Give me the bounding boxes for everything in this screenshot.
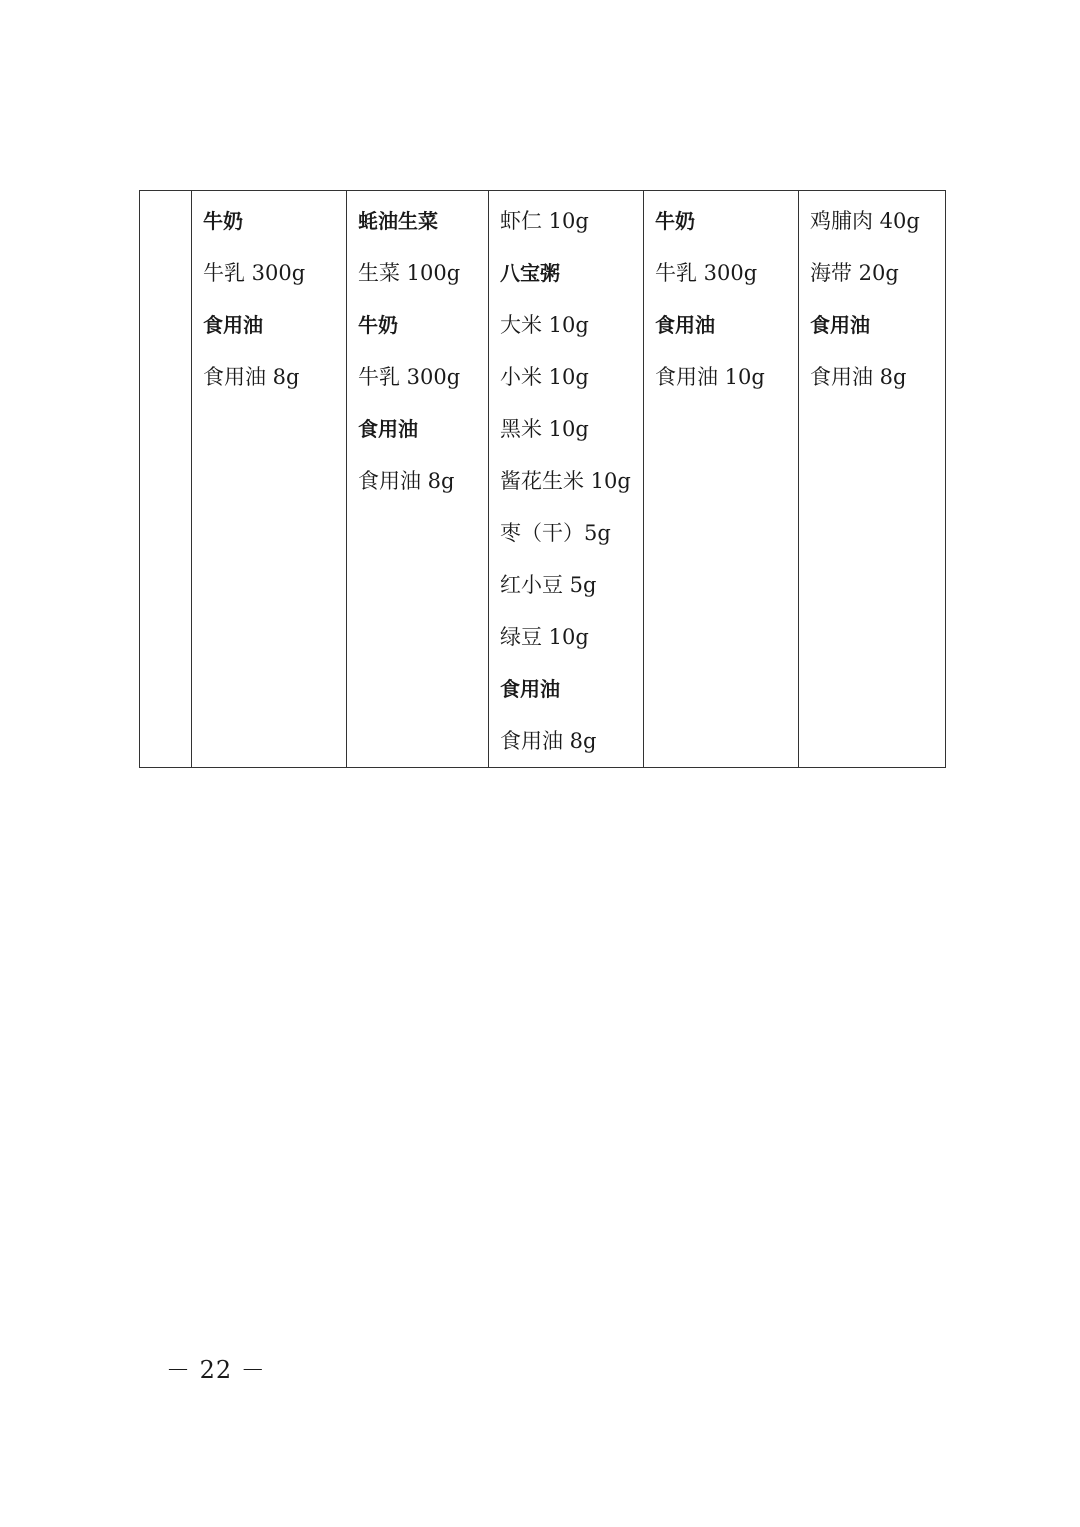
ingredient-line: 牛乳 300g [358, 365, 461, 389]
ingredient-line: 食用油 8g [203, 365, 300, 389]
dish-name: 食用油 [203, 313, 263, 337]
ingredient-line: 黑米 10g [500, 417, 589, 441]
ingredient-line: 大米 10g [500, 313, 589, 337]
table-cell-day [140, 191, 192, 768]
table-row [140, 191, 946, 768]
cell-lines [140, 191, 191, 195]
cell-lines [644, 191, 798, 403]
ingredient-line: 食用油 10g [655, 365, 765, 389]
ingredient-line: 生菜 100g [358, 261, 461, 285]
dish-name: 食用油 [358, 417, 418, 441]
ingredient-line: 牛乳 300g [655, 261, 758, 285]
cell-lines [489, 191, 643, 767]
dish-name: 牛奶 [358, 313, 398, 337]
ingredient-line: 食用油 8g [500, 729, 597, 753]
dish-name: 食用油 [655, 313, 715, 337]
dish-name: 食用油 [810, 313, 870, 337]
table-cell-meal-3 [489, 191, 644, 768]
page-number: － 22 － [166, 1356, 266, 1384]
dish-name: 牛奶 [655, 209, 695, 233]
ingredient-line: 虾仁 10g [500, 209, 589, 233]
dish-name: 食用油 [500, 677, 560, 701]
menu-table [139, 190, 946, 768]
table-cell-meal-5 [799, 191, 946, 768]
ingredient-line: 食用油 8g [810, 365, 907, 389]
dish-name: 牛奶 [203, 209, 243, 233]
dish-name: 八宝粥 [500, 261, 560, 285]
ingredient-line: 枣（干）5g [500, 521, 611, 545]
ingredient-line: 食用油 8g [358, 469, 455, 493]
ingredient-line: 酱花生米 10g [500, 469, 631, 493]
ingredient-line: 牛乳 300g [203, 261, 306, 285]
ingredient-line: 海带 20g [810, 261, 899, 285]
ingredient-line: 红小豆 5g [500, 573, 597, 597]
table-cell-meal-2 [347, 191, 489, 768]
ingredient-line: 绿豆 10g [500, 625, 589, 649]
dish-name: 蚝油生菜 [358, 209, 438, 233]
cell-lines [799, 191, 945, 403]
table-cell-meal-4 [644, 191, 799, 768]
ingredient-line: 小米 10g [500, 365, 589, 389]
cell-lines [347, 191, 488, 507]
cell-lines [192, 191, 346, 403]
ingredient-line: 鸡脯肉 40g [810, 209, 920, 233]
table-cell-meal-1 [192, 191, 347, 768]
